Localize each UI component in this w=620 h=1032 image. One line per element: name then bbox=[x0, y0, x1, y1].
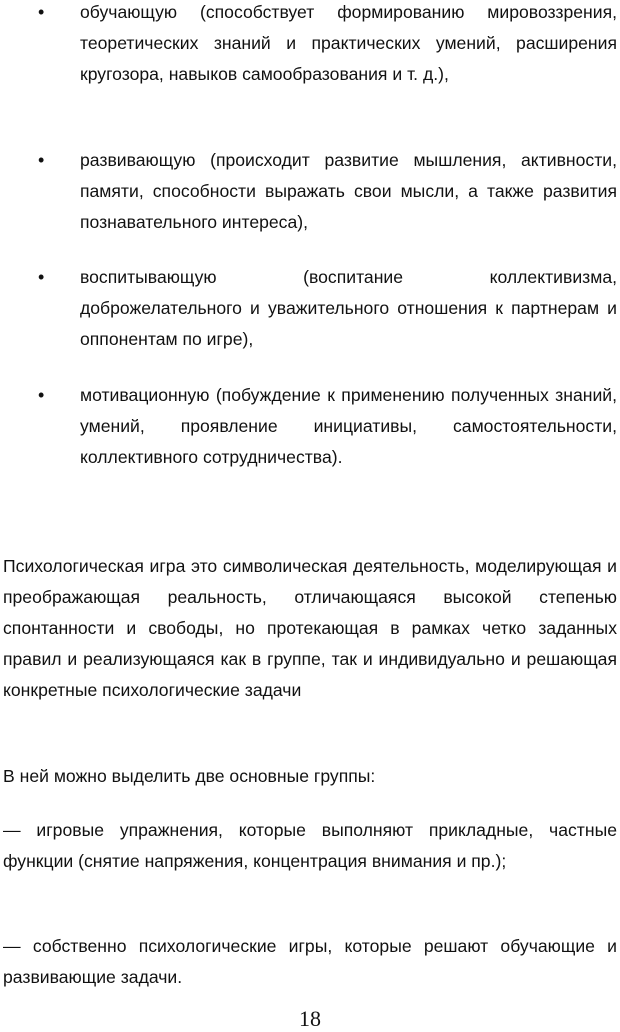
group-two-paragraph: — собственно психологические игры, которые решают обучающие и развивающие задачи. bbox=[3, 936, 617, 987]
bullet-icon: • bbox=[38, 150, 45, 170]
definition-paragraph: Психологическая игра это символическая деятельность, моделирующая и преображающая реальность, отличающаяся высокой степенью спонтанности и свободы, но протекающая в рамках четко заданных правил и реализующаяся как в группе, так и индивидуально и решающая конкретные психологические задачи bbox=[3, 556, 617, 700]
list-item-text: мотивационную (побуждение к применению полученных знаний, умений, проявление инициативы, самостоятельности, коллективного сотрудничества). bbox=[80, 385, 617, 467]
list-item-text: развивающую (происходит развитие мышления, активности, памяти, способности выражать свои мысли, а также развития познавательного интереса), bbox=[80, 150, 617, 232]
list-item-text: обучающую (способствует формированию мировоззрения, теоретических знаний и практических умений, расширения кругозора, навыков самообразования и т. д.), bbox=[80, 2, 617, 84]
bullet-icon: • bbox=[38, 385, 45, 405]
bullet-icon: • bbox=[38, 267, 45, 287]
groups-intro-paragraph: В ней можно выделить две основные группы: bbox=[3, 766, 376, 786]
list-item-text: воспитывающую (воспитание коллективизма, доброжелательного и уважительного отношения к партнерам и оппонентам по игре), bbox=[80, 267, 617, 349]
group-one-paragraph: — игровые упражнения, которые выполняют прикладные, частные функции (снятие напряжения, концентрация внимания и пр.); bbox=[3, 820, 617, 871]
bullet-icon: • bbox=[38, 2, 45, 22]
page-number: 18 bbox=[299, 1006, 321, 1031]
